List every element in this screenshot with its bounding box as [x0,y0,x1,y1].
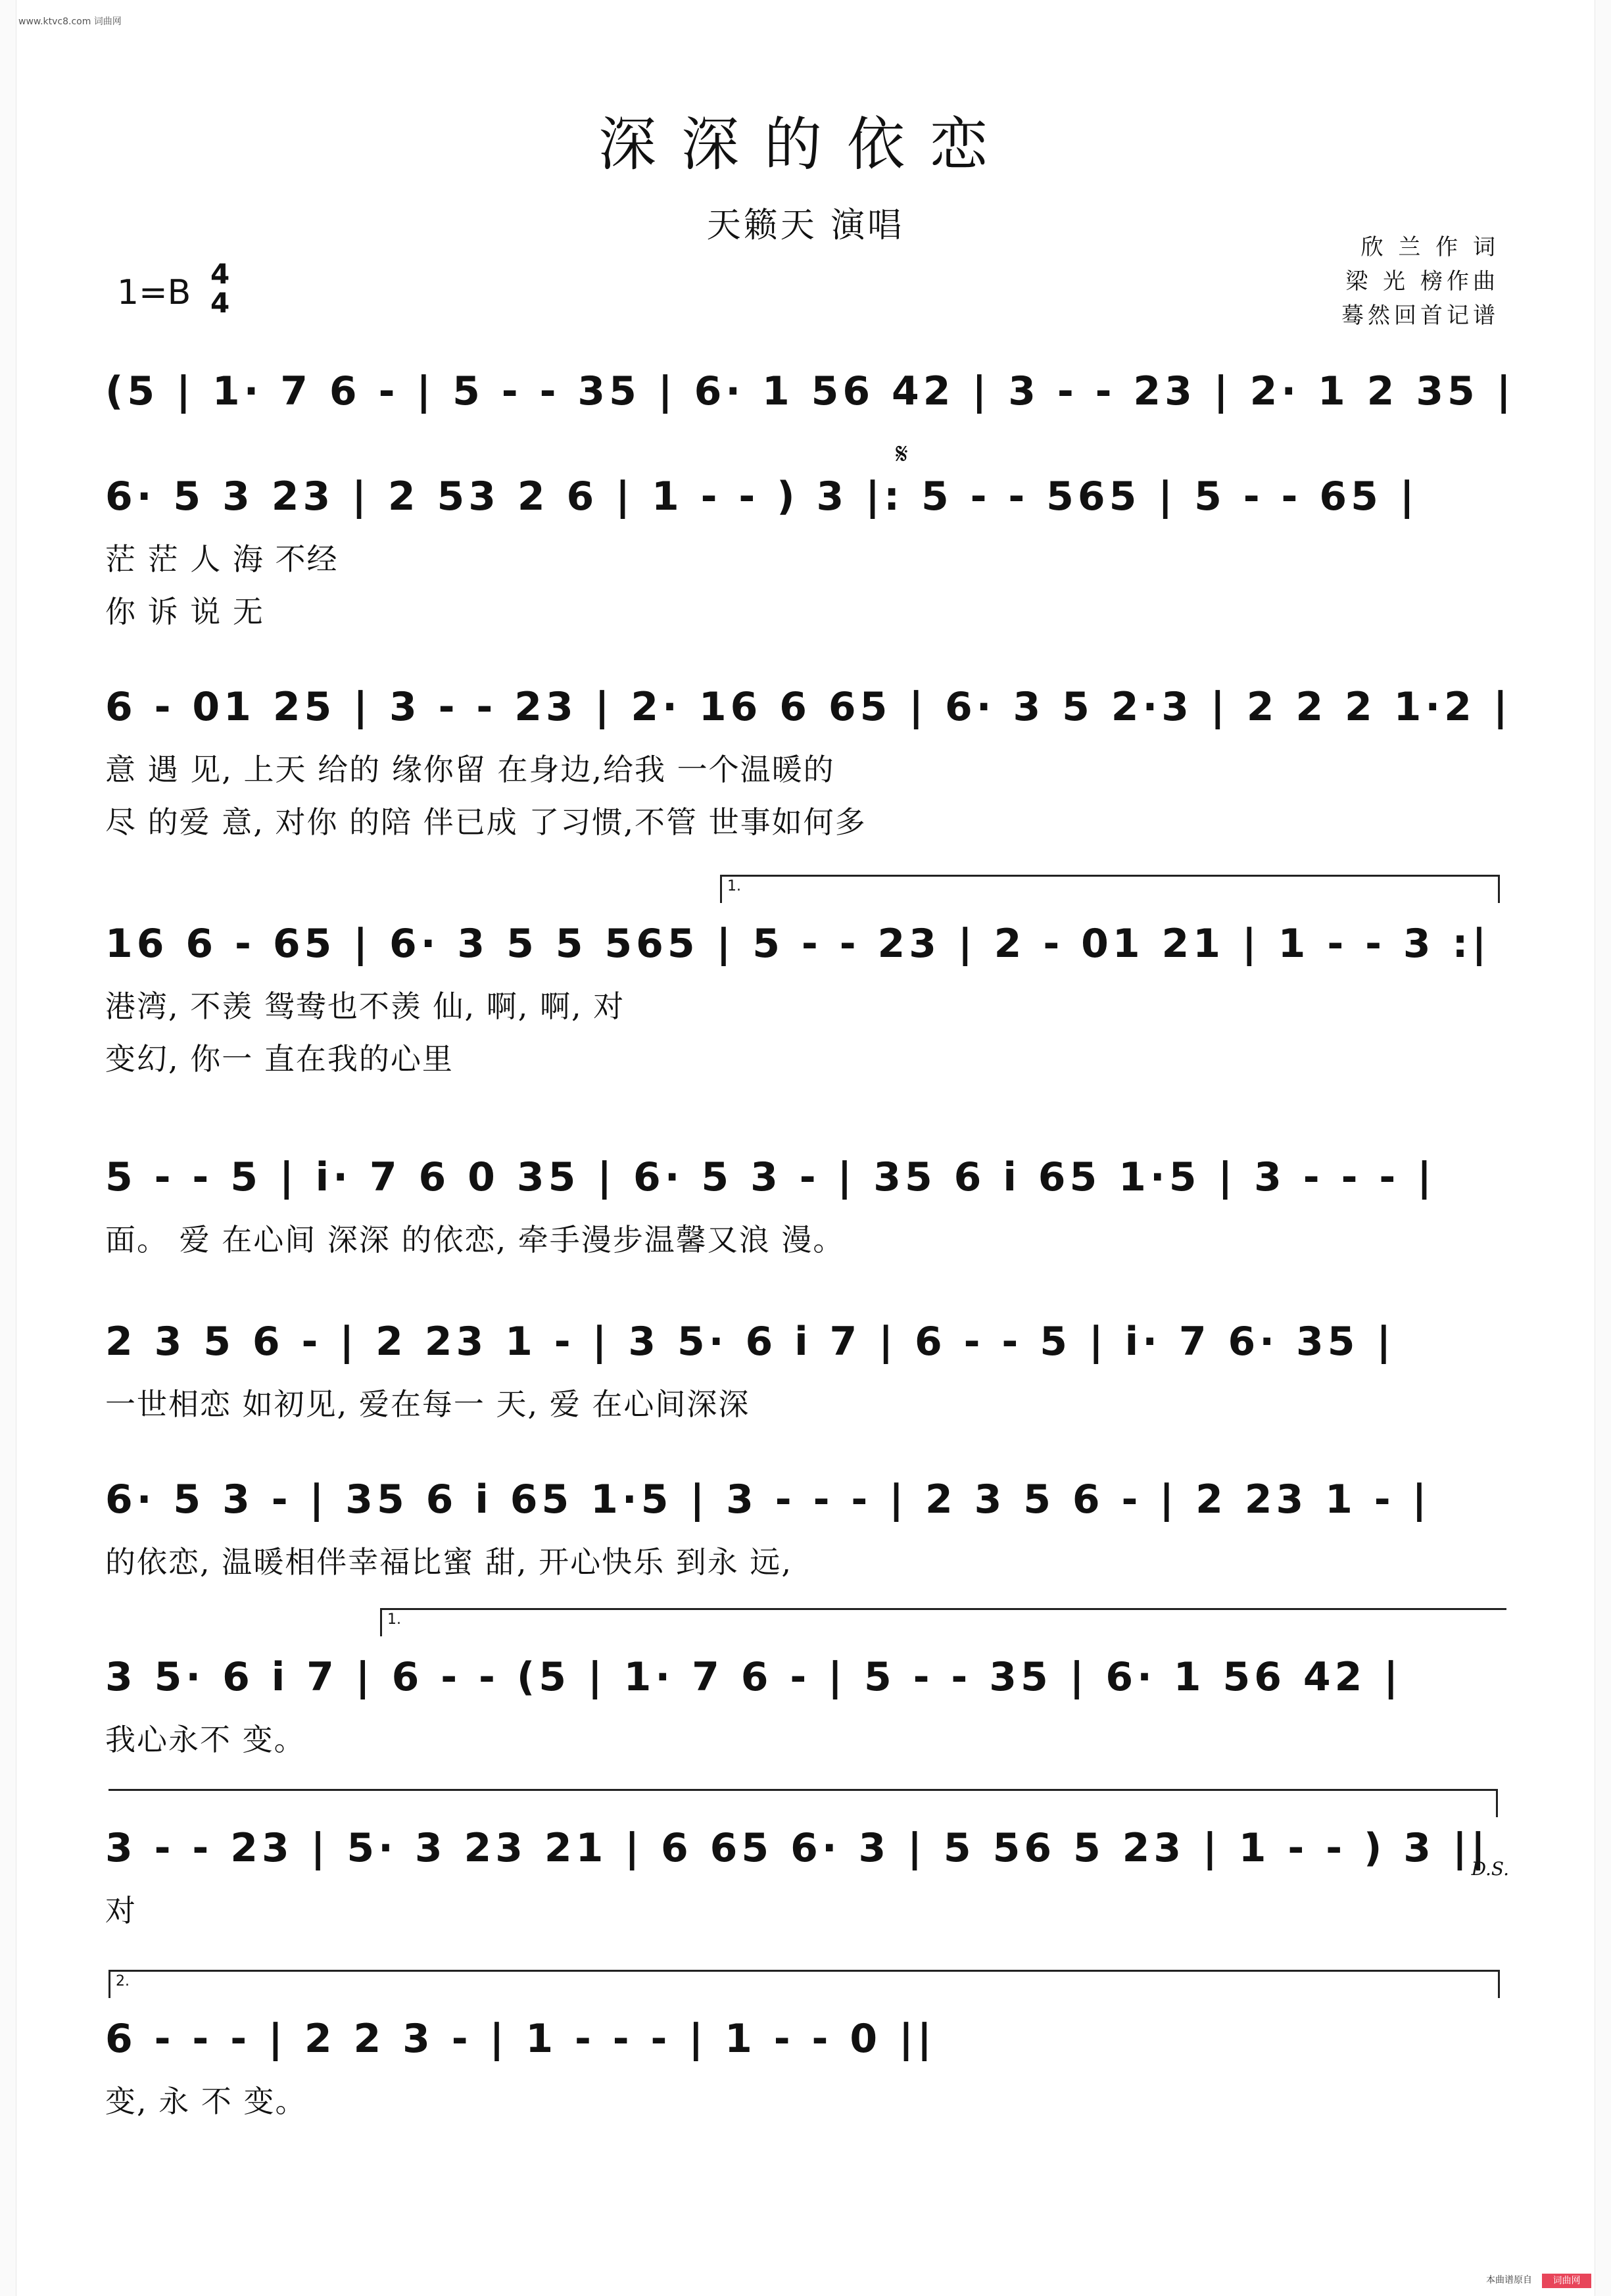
notation-line: (5 | 1· 7 6 - | 5 - - 35 | 6· 1 56 42 | 3 - - 23 | 2· 1 2 35 | [105,368,1515,414]
lyric-line: 一世相恋 如初见, 爱在每一 天, 爱 在心间深深 [105,1386,750,1422]
transcriber-credit: 蓦然回首记谱 [1341,303,1499,329]
volta-1-label: 1. [387,1611,401,1628]
lyric-line: 变, 永 不 变。 [105,2084,307,2119]
notation-line: 3 5· 6 i 7 | 6 - - (5 | 1· 7 6 - | 5 - - 35 | 6· 1 56 42 | [105,1654,1403,1700]
volta-1-label: 1. [727,878,741,894]
lyric-verse-2: 变幻, 你一 直在我的心里 [105,1041,454,1077]
lyric-verse-1: 茫 茫 人 海 不经 [105,541,339,577]
lyric-line: 面。 爱 在心间 深深 的依恋, 牵手漫步温馨又浪 漫。 [105,1222,845,1258]
lyric-verse-2: 尽 的爱 意, 对你 的陪 伴已成 了习惯,不管 世事如何多 [105,804,867,840]
song-title: 深深的依恋 [598,110,1013,178]
meter-bottom: 4 [210,287,230,319]
notation-line: 3 - - 23 | 5· 3 23 21 | 6 65 6· 3 | 5 56 5 23 | 1 - - ) 3 || [105,1825,1489,1871]
notation-line: 2 3 5 6 - | 2 23 1 - | 3 5· 6 i 7 | 6 - - 5 | i· 7 6· 35 | [105,1319,1395,1365]
first-ending-bracket [720,875,1500,903]
ending-bracket-continued [108,1789,1498,1817]
notation-line: 16 6 - 65 | 6· 3 5 5 565 | 5 - - 23 | 2 - 01 21 | 1 - - 3 :| [105,921,1491,967]
lyric-line: 的依恋, 温暖相伴幸福比蜜 甜, 开心快乐 到永 远, [105,1544,792,1580]
composer-credit: 梁 光 榜作曲 [1345,268,1499,295]
lyric-verse-2: 你 诉 说 无 [105,594,264,629]
credits [1341,230,1499,333]
right-margin-strip [1595,0,1611,2296]
lyric-verse-1: 港湾, 不羡 鸳鸯也不羡 仙, 啊, 啊, 对 [105,989,625,1024]
left-margin-strip [0,0,16,2296]
site-note: www.ktvc8.com 词曲网 [18,16,122,27]
dal-segno-marking: D.S. [1471,1858,1509,1880]
lyric-verse-1: 意 遇 见, 上天 给的 缘你留 在身边,给我 一个温暖的 [105,752,835,787]
lyric-line: 对 [105,1893,137,1928]
notation-line: 6· 5 3 - | 35 6 i 65 1·5 | 3 - - - | 2 3 5 6 - | 2 23 1 - | [105,1477,1431,1523]
notation-line: 6· 5 3 23 | 2 53 2 6 | 1 - - ) 3 |: 5 - - 565 | 5 - - 65 | [105,474,1418,520]
meter-top: 4 [210,258,230,290]
key-signature: 1=B [117,273,191,312]
footer-logo[interactable]: 词曲网 [1542,2274,1591,2288]
footer-source-text: 本曲谱原自 [1486,2275,1532,2285]
lyric-line: 我心永不 变。 [105,1722,306,1757]
lyricist-credit: 欣 兰 作 词 [1360,234,1499,260]
first-ending-bracket [380,1608,1506,1636]
volta-2-label: 2. [116,1973,130,1990]
segno-sign: 𝄋 [896,437,908,471]
time-signature [210,260,229,318]
second-ending-bracket [108,1970,1500,1998]
notation-line: 6 - - - | 2 2 3 - | 1 - - - | 1 - - 0 || [105,2016,936,2062]
performer-line: 天籁天 演唱 [706,206,905,245]
notation-line: 6 - 01 25 | 3 - - 23 | 2· 16 6 65 | 6· 3 5 2·3 | 2 2 2 1·2 | [105,684,1512,730]
notation-line: 5 - - 5 | i· 7 6 0 35 | 6· 5 3 - | 35 6 i 65 1·5 | 3 - - - | [105,1154,1436,1200]
